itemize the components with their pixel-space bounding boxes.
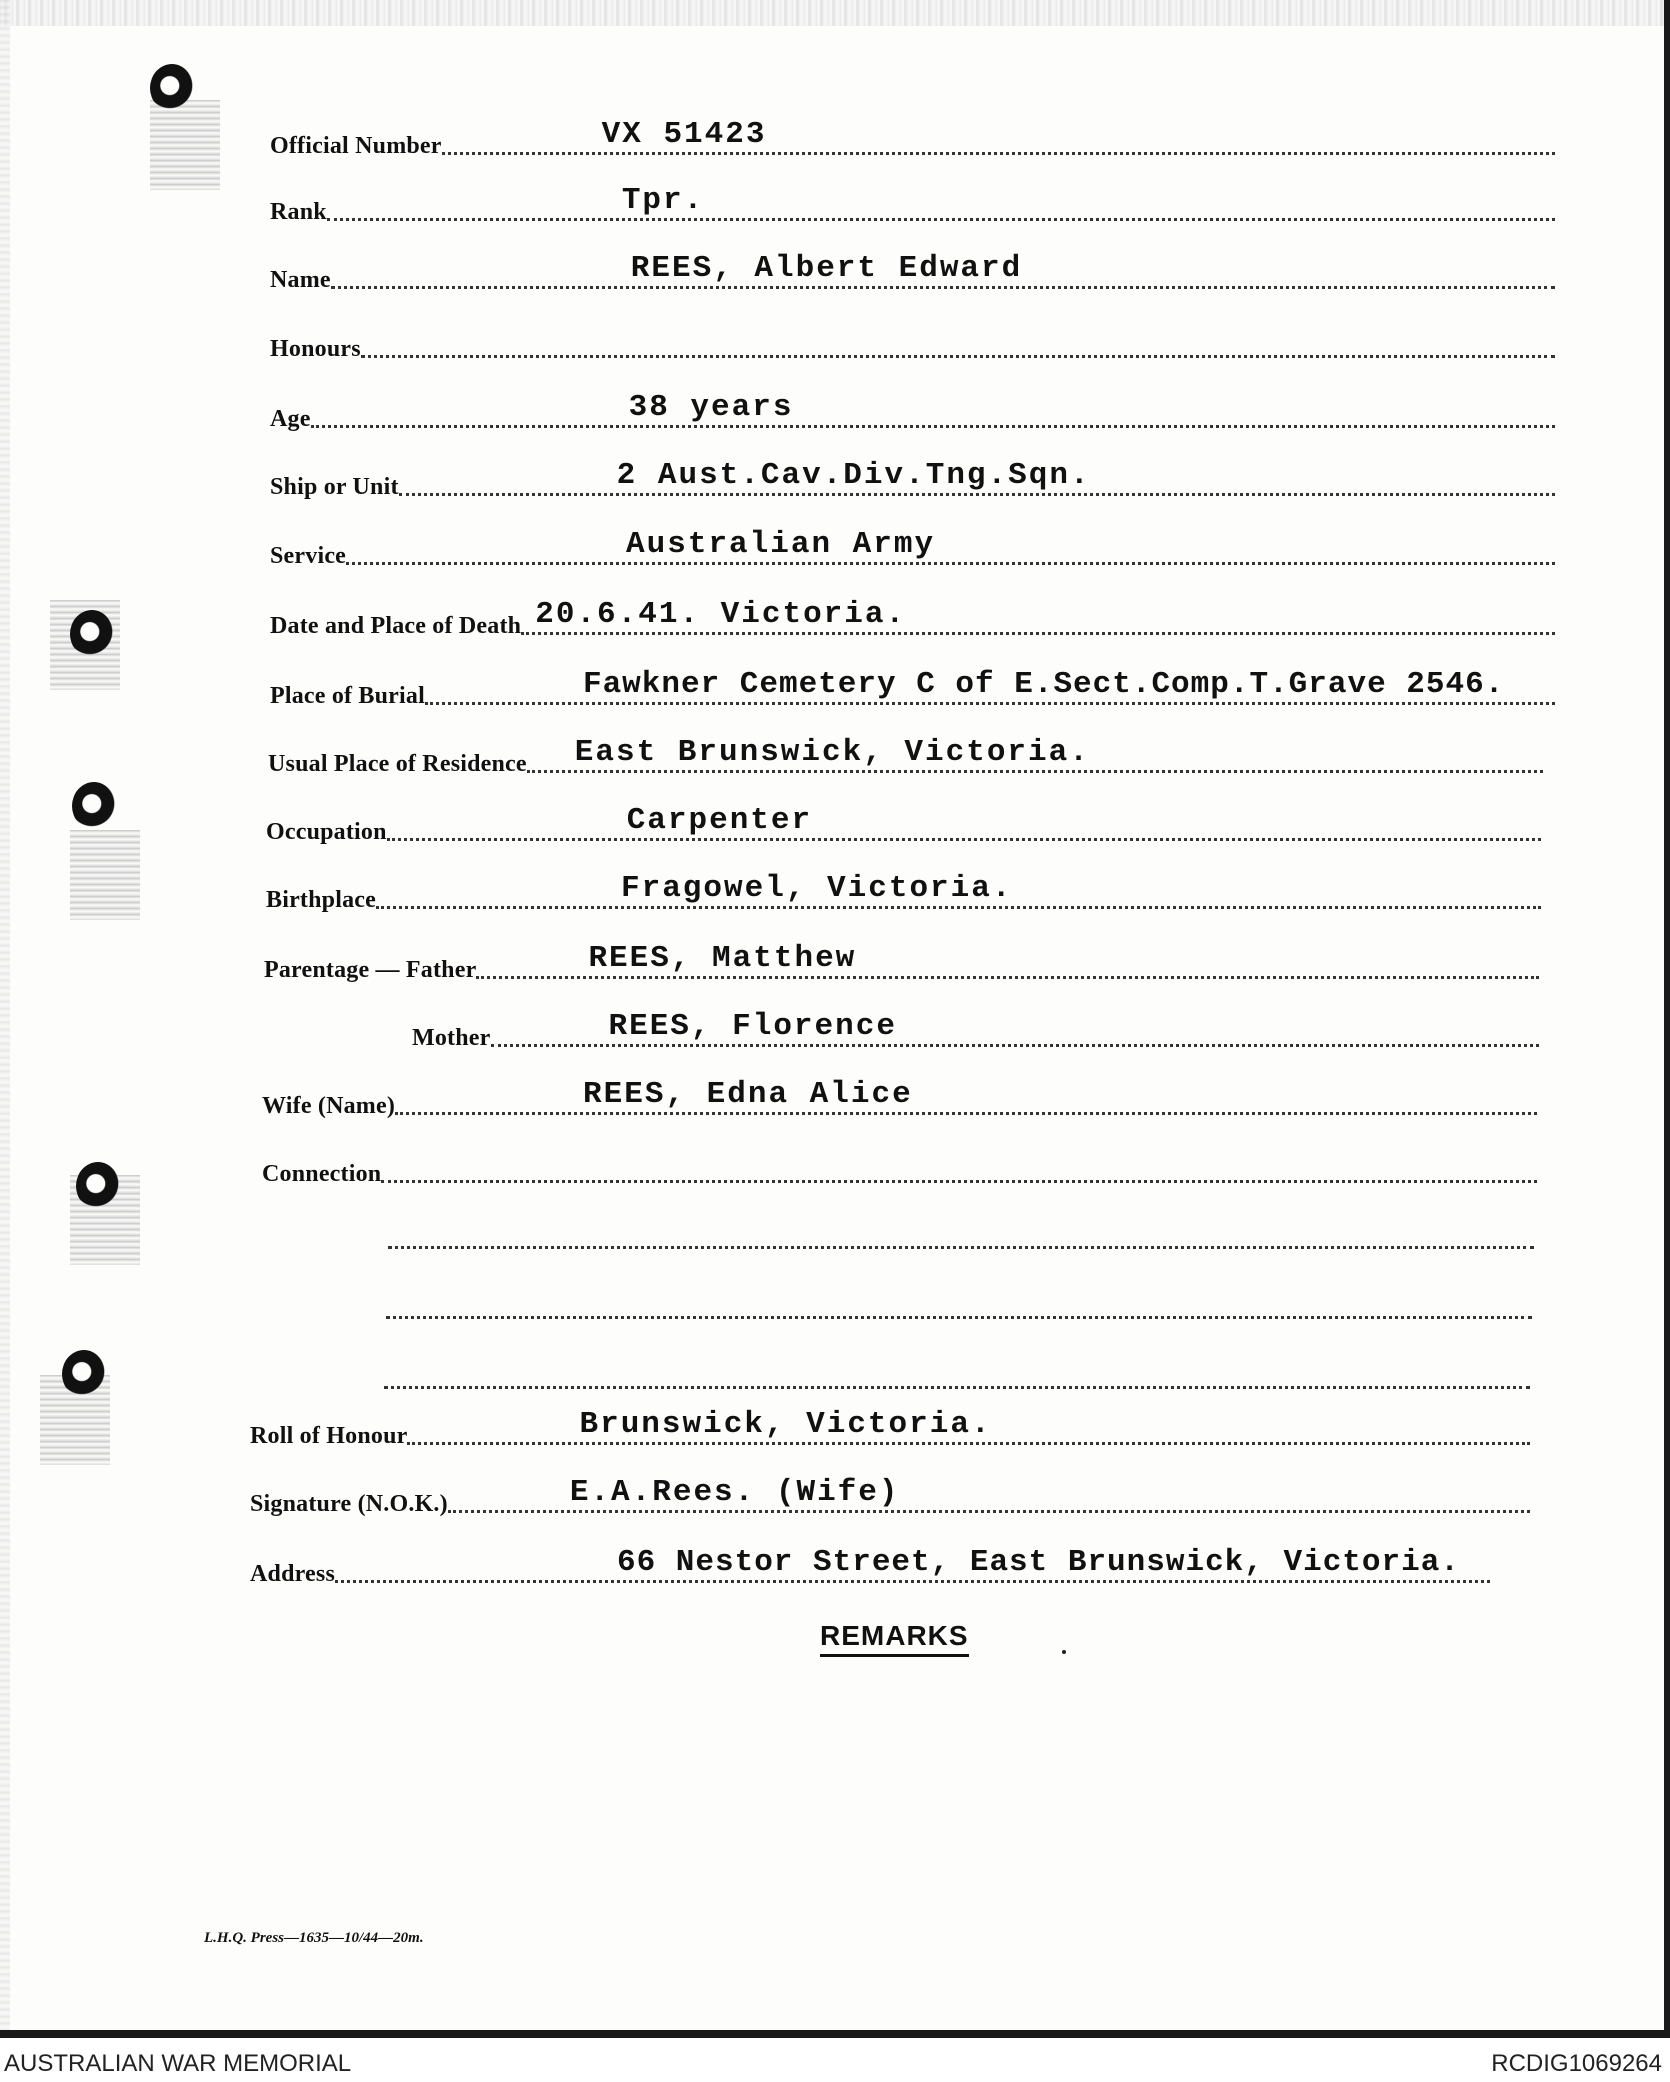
field-label: Usual Place of Residence [268,751,527,777]
punch-hole-shadow [150,100,220,190]
field-label: Occupation [266,819,387,845]
field-label: Signature (N.O.K.) [250,1491,448,1517]
field-service [270,527,1555,572]
field-signature-nok [250,1475,1530,1520]
dotted-line [395,1077,1537,1115]
punch-hole [62,1350,106,1398]
field-value: Fawkner Cemetery C of E.Sect.Comp.T.Grave 2546. [582,667,1505,702]
field-label: Birthplace [266,887,376,913]
field-value: REES, Edna Alice [583,1077,913,1112]
field-value: REES, Albert Edward [630,251,1023,286]
field-value: 66 Nestor Street, East Brunswick, Victoria. [616,1545,1460,1580]
field-wife-name [262,1077,1537,1122]
scan-noise-top [0,0,1670,26]
field-parentage-mother [264,1009,1539,1054]
dotted-line [346,527,1555,565]
field-label: Name [270,267,331,293]
dotted-line [407,1407,1530,1445]
field-roll-of-honour [250,1407,1530,1452]
field-value: REES, Matthew [588,941,857,976]
dotted-line [476,941,1539,979]
punch-hole [72,782,116,830]
field-label: Connection [262,1161,382,1187]
connection-continuation-line [386,1316,1532,1319]
field-label: Official Number [270,133,442,159]
field-birthplace [266,871,1541,916]
footer-record-id: RCDIG1069264 [1491,2050,1662,2077]
field-value: Fragowel, Victoria. [621,871,1013,906]
field-parentage-father [264,941,1539,986]
printer-imprint: L.H.Q. Press—1635—10/44—20m. [204,1930,424,1946]
connection-continuation-line [388,1246,1534,1249]
dotted-line [311,390,1555,428]
field-label: Ship or Unit [270,474,399,500]
dotted-line [521,597,1555,635]
dotted-line [327,183,1555,221]
dotted-line [335,1545,1490,1583]
field-date-place-of-death [270,597,1555,642]
punch-hole-shadow [70,830,140,920]
field-label: Place of Burial [270,683,425,709]
field-honours [270,325,1555,365]
dotted-line [387,803,1541,841]
footer-institution: AUSTRALIAN WAR MEMORIAL [4,2050,352,2077]
scan-noise-left [0,0,10,2035]
field-name [270,251,1555,296]
field-connection [262,1150,1537,1190]
field-label: Parentage — Father [264,957,477,983]
field-value: East Brunswick, Victoria. [574,735,1090,770]
connection-continuation-line [384,1386,1530,1389]
dotted-line [381,1180,1537,1183]
field-value: VX 51423 [601,117,767,152]
field-value: 20.6.41. Victoria. [535,597,907,632]
dotted-line [448,1475,1530,1513]
field-value: Carpenter [626,803,813,838]
dotted-line [376,871,1541,909]
remarks-heading: REMARKS [820,1620,969,1657]
field-value: 2 Aust.Cav.Div.Tng.Sqn. [616,458,1091,493]
dotted-line [361,355,1555,358]
field-label: Address [250,1561,335,1587]
field-label: Service [270,543,347,569]
punch-hole [70,610,114,658]
field-label: Honours [270,336,361,362]
dotted-line [331,251,1555,289]
field-label: Age [270,406,311,432]
field-ship-or-unit [270,458,1555,503]
punch-hole [150,64,194,112]
field-value: 38 years [628,390,794,425]
footer-bar [0,2040,1670,2082]
dotted-line [399,458,1555,496]
field-value: Brunswick, Victoria. [579,1407,992,1442]
scan-edge-bottom [0,2030,1670,2038]
field-value: E.A.Rees. (Wife) [569,1475,900,1510]
field-label: Roll of Honour [250,1423,408,1449]
field-rank [270,183,1555,228]
stray-mark [1062,1650,1066,1654]
field-label: Date and Place of Death [270,613,522,639]
field-usual-place-of-residence [268,735,1543,780]
scan-edge-right [1664,0,1670,2035]
field-value: Australian Army [626,527,936,562]
field-value: Tpr. [621,183,705,218]
field-value: REES, Florence [608,1009,897,1044]
field-official-number [270,117,1555,162]
field-place-of-burial [270,667,1555,712]
dotted-line [425,667,1555,705]
dotted-line [527,735,1543,773]
dotted-line [491,1009,1540,1047]
field-age [270,390,1555,435]
field-label: Mother [412,1025,491,1051]
field-label: Rank [270,199,327,225]
field-label: Wife (Name) [262,1093,396,1119]
dotted-line [442,117,1555,155]
field-occupation [266,803,1541,848]
field-address [250,1545,1490,1590]
punch-hole [76,1162,120,1210]
